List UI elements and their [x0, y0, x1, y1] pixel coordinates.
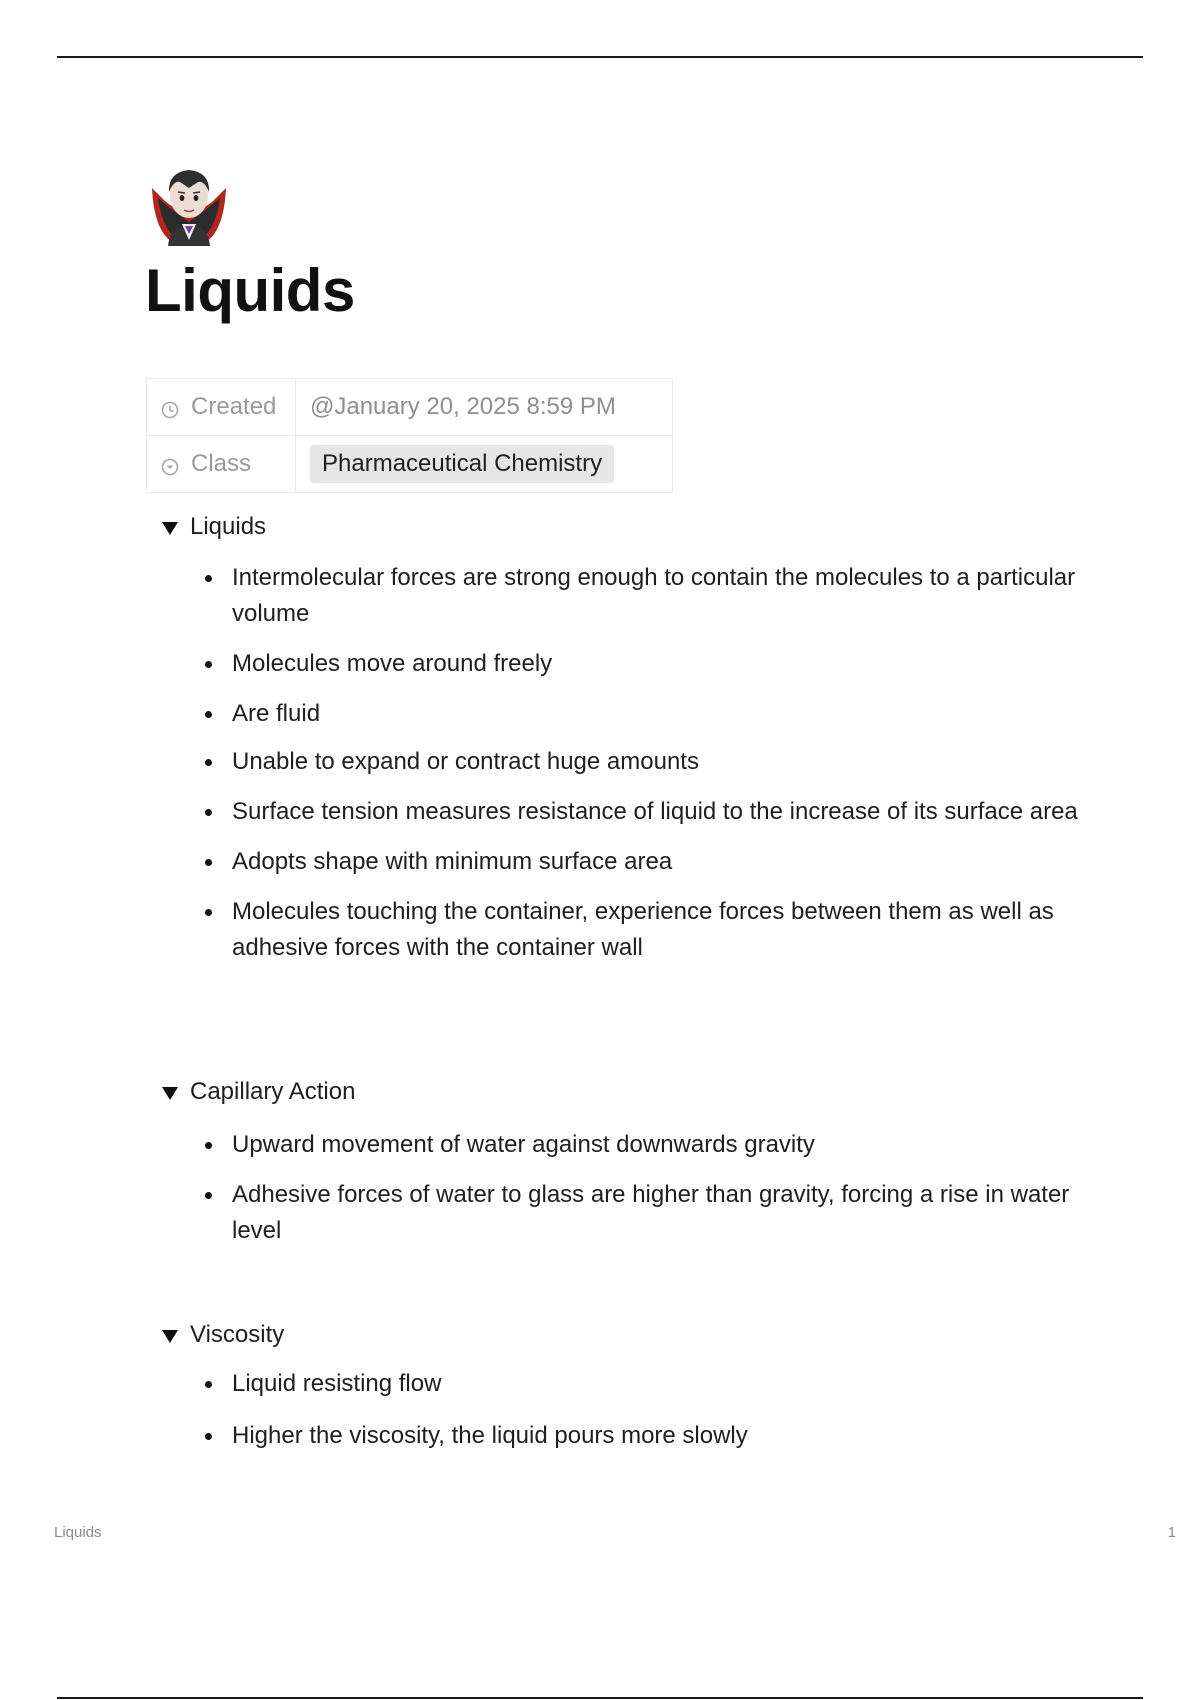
select-icon: [161, 458, 179, 476]
property-key-label: Class: [191, 450, 252, 477]
list-item: Adhesive forces of water to glass are higher than gravity, forcing a rise in water level: [162, 1177, 1092, 1249]
list-item: Liquid resisting flow: [162, 1366, 1092, 1402]
toggle-heading: Liquids: [190, 513, 267, 540]
toggle-triangle-icon[interactable]: [162, 522, 178, 535]
property-value-created[interactable]: @January 20, 2025 8:59 PM: [296, 379, 673, 436]
toggle-heading: Capillary Action: [190, 1078, 356, 1105]
toggle-heading: Viscosity: [190, 1321, 285, 1348]
bottom-rule: [57, 1697, 1143, 1699]
bullet-list: [162, 560, 1122, 966]
toggle-viscosity: [162, 1318, 1122, 1454]
list-item: Molecules touching the container, experience forces between them as well as adhesive forces with the container wall: [162, 894, 1092, 966]
vampire-emoji-icon: [146, 158, 232, 246]
class-tag[interactable]: Pharmaceutical Chemistry: [310, 445, 614, 483]
property-row-class[interactable]: [147, 436, 673, 493]
list-item: Adopts shape with minimum surface area: [162, 844, 1092, 880]
clock-icon: [161, 401, 179, 419]
toggle-header[interactable]: [162, 1075, 1122, 1109]
toggle-liquids: [162, 510, 1122, 966]
bullet-list: [162, 1366, 1122, 1454]
property-value-class[interactable]: [296, 436, 673, 493]
bullet-list: [162, 1127, 1122, 1249]
page-title: Liquids: [145, 257, 355, 324]
property-row-created[interactable]: [147, 379, 673, 436]
list-item: Higher the viscosity, the liquid pours more slowly: [162, 1418, 1092, 1454]
properties-table: [146, 378, 673, 493]
toggle-header[interactable]: [162, 1318, 1122, 1352]
list-item: Unable to expand or contract huge amounts: [162, 744, 1092, 780]
list-item: Are fluid: [162, 696, 1092, 732]
property-key: [147, 436, 296, 493]
property-key: [147, 379, 296, 436]
toggle-triangle-icon[interactable]: [162, 1330, 178, 1343]
toggle-triangle-icon[interactable]: [162, 1087, 178, 1100]
property-key-label: Created: [191, 393, 277, 420]
page-number: 1: [1167, 1524, 1176, 1541]
toggle-capillary-action: [162, 1075, 1122, 1249]
toggle-header[interactable]: [162, 510, 1122, 544]
list-item: Molecules move around freely: [162, 646, 1092, 682]
list-item: Intermolecular forces are strong enough to contain the molecules to a particular volume: [162, 560, 1092, 632]
top-rule: [57, 56, 1143, 58]
footer-title: Liquids: [54, 1524, 102, 1541]
list-item: Upward movement of water against downwards gravity: [162, 1127, 1092, 1163]
list-item: Surface tension measures resistance of liquid to the increase of its surface area: [162, 794, 1092, 830]
